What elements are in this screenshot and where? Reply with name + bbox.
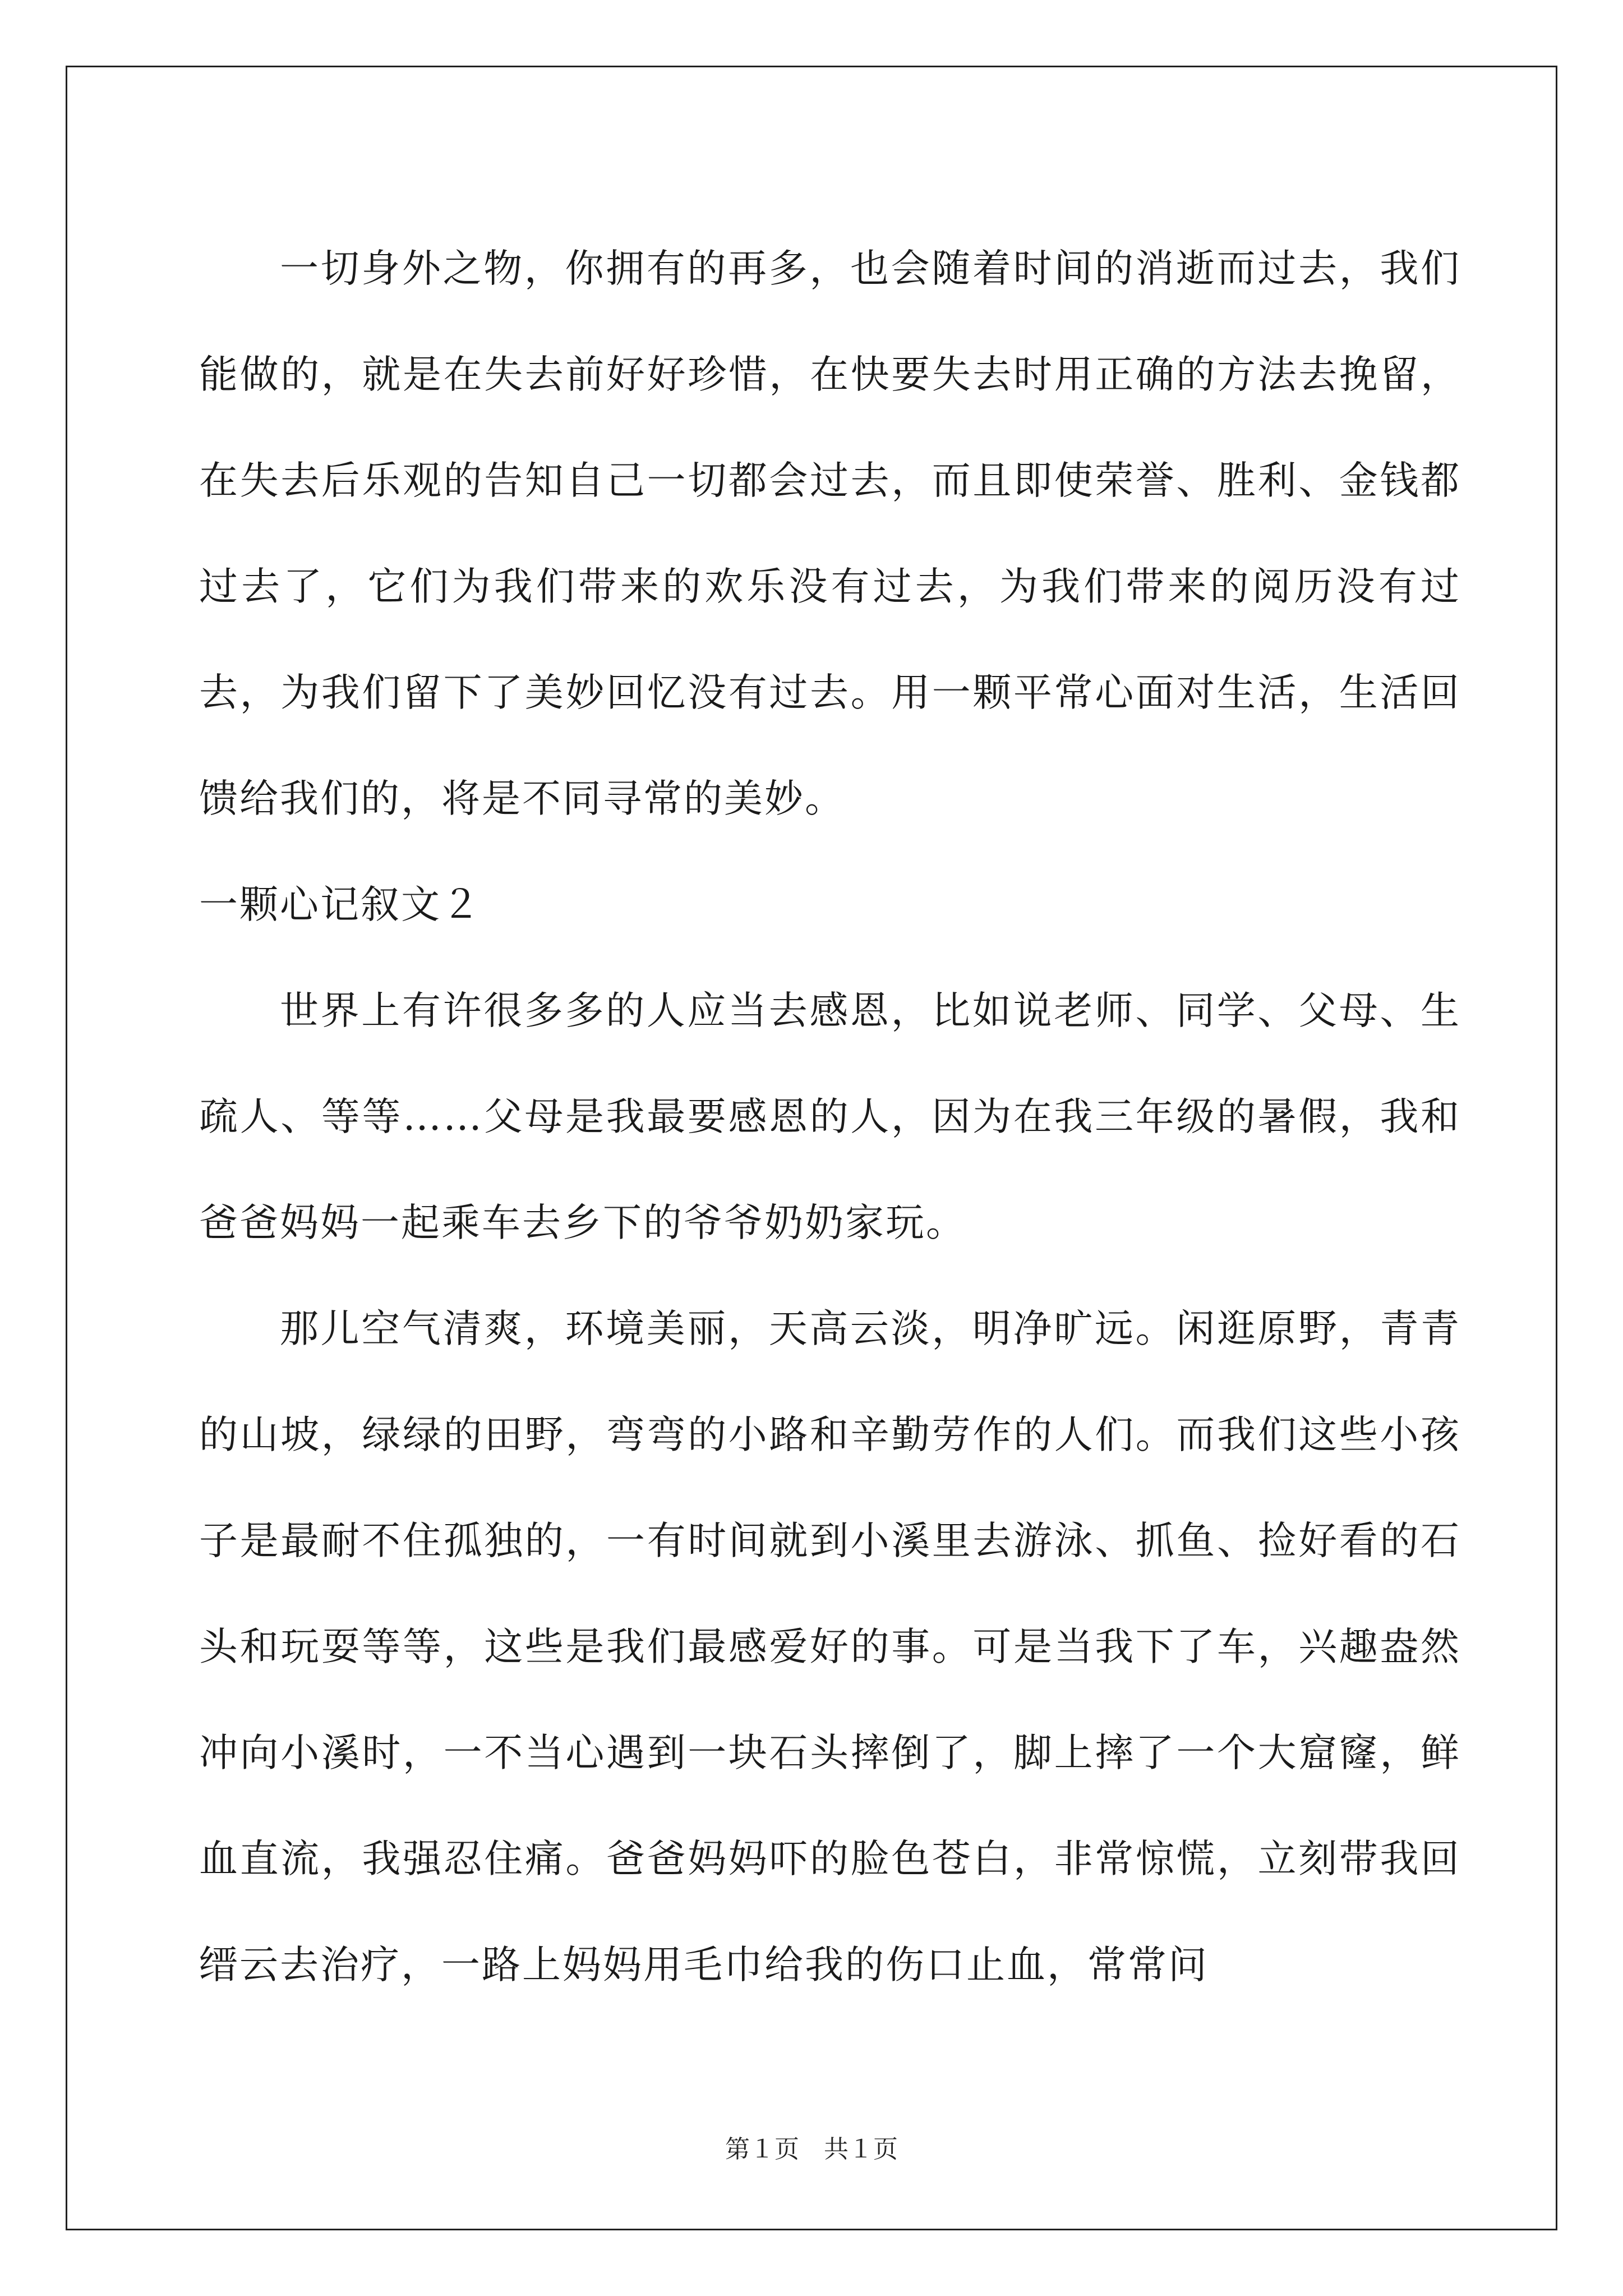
section-paragraph-2: 那儿空气清爽，环境美丽，天高云淡，明净旷远。闲逛原野，青青的山坡，绿绿的田野，弯弯的小路和辛勤劳作的人们。而我们这些小孩子是最耐不住孤独的，一有时间就到小溪里去游泳、抓鱼、捡好看的石头和玩耍等等，这些是我们最感爱好的事。可是当我下了车，兴趣盎然冲向小溪时，一不当心遇到一块石头摔倒了，脚上摔了一个大窟窿，鲜血直流，我强忍住痛。爸爸妈妈吓的脸色苍白，非常惊慌，立刻带我回缙云去治疗，一路上妈妈用毛巾给我的伤口止血，常常问	[199, 1306, 1461, 1987]
page-footer	[0, 2129, 1623, 2165]
section-paragraph-1: 世界上有许很多多的人应当去感恩，比如说老师、同学、父母、生疏人、等等……父母是我最要感恩的人，因为在我三年级的暑假，我和爸爸妈妈一起乘车去乡下的爷爷奶奶家玩。	[199, 988, 1461, 1245]
document-body	[199, 216, 1461, 2018]
page-total: 共１页	[824, 2135, 898, 2164]
section-title: 一颗心记叙文２	[199, 882, 482, 927]
paragraph-intro: 一切身外之物，你拥有的再多，也会随着时间的消逝而过去，我们能做的，就是在失去前好好珍惜，在快要失去时用正确的方法去挽留，在失去后乐观的告知自己一切都会过去，而且即使荣誉、胜利、金钱都过去了，它们为我们带来的欢乐没有过去，为我们带来的阅历没有过去，为我们留下了美妙回忆没有过去。用一颗平常心面对生活，生活回馈给我们的，将是不同寻常的美妙。	[199, 246, 1461, 821]
page-number: 第１页	[725, 2135, 799, 2164]
